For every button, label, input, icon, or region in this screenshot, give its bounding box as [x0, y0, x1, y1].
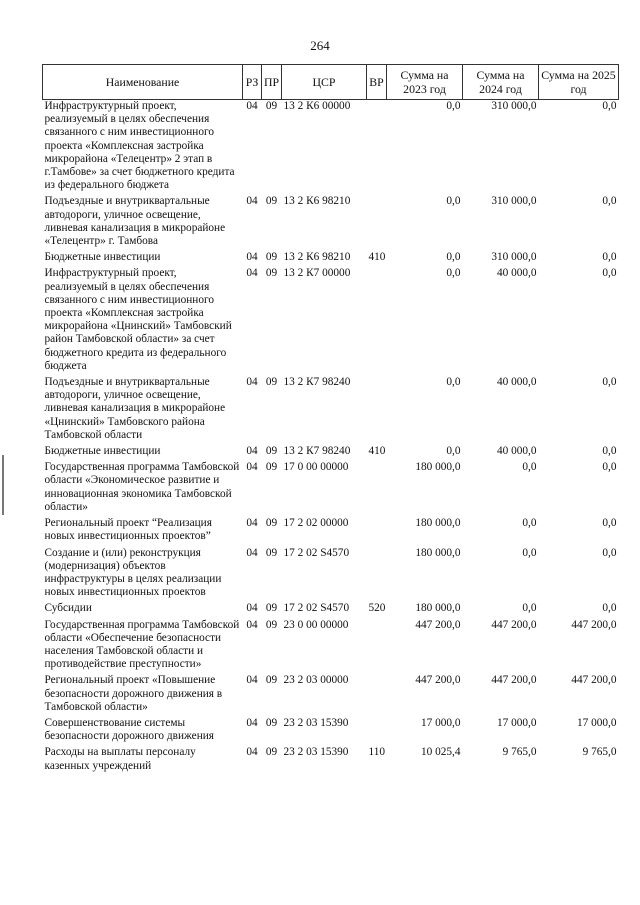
- row-vr: [367, 267, 387, 376]
- row-rz: 04: [246, 716, 258, 729]
- row-pr: 09: [265, 618, 278, 631]
- row-name: Государственная программа Тамбовской области «Обеспечение безопасности населения Тамбовской области и противодействие преступности»: [44, 618, 240, 671]
- table-row: [43, 461, 619, 517]
- row-sum-2025: 0,0: [602, 546, 617, 559]
- row-csr: 13 2 К7 00000: [283, 267, 351, 280]
- row-sum-2024: 9 765,0: [502, 746, 537, 759]
- table-row: [43, 517, 619, 546]
- row-sum-2024: 447 200,0: [491, 674, 537, 687]
- row-csr: 13 2 К6 98210: [283, 251, 351, 264]
- row-pr: 09: [265, 602, 278, 615]
- row-pr: 09: [265, 746, 278, 759]
- row-sum-2023: 10 025,4: [420, 746, 461, 759]
- row-name: Государственная программа Тамбовской области «Экономическое развитие и инновационная экономика Тамбовской области»: [44, 461, 240, 513]
- row-rz: 04: [246, 100, 258, 112]
- row-csr: 23 2 03 15390: [283, 746, 349, 759]
- row-sum-2025: 0,0: [602, 267, 617, 280]
- row-sum-2024: 310 000,0: [491, 251, 537, 264]
- row-rz: 04: [246, 195, 258, 208]
- row-csr: 23 2 03 15390: [283, 716, 349, 729]
- row-pr: 09: [265, 445, 278, 458]
- row-pr: 09: [265, 100, 278, 112]
- table-row: [43, 547, 619, 603]
- row-vr: 410: [368, 251, 386, 264]
- header-pr: ПР: [262, 65, 282, 100]
- row-vr: 110: [368, 746, 386, 759]
- row-sum-2025: 0,0: [602, 602, 617, 615]
- row-sum-2023: 180 000,0: [415, 517, 461, 530]
- row-rz: 04: [246, 517, 258, 530]
- row-sum-2025: 447 200,0: [571, 674, 617, 687]
- row-csr: 13 2 К6 00000: [283, 100, 351, 112]
- row-sum-2024: 447 200,0: [491, 618, 537, 631]
- row-sum-2025: 0,0: [602, 461, 617, 474]
- row-sum-2023: 180 000,0: [415, 602, 461, 615]
- row-sum-2024: 0,0: [522, 602, 537, 615]
- header-sum-2025: Сумма на 2025 год: [539, 65, 619, 100]
- row-pr: 09: [265, 674, 278, 687]
- row-csr: 17 2 02 00000: [283, 517, 349, 530]
- row-sum-2023: 0,0: [446, 267, 461, 280]
- table-row: [43, 100, 619, 196]
- table-row: [43, 602, 619, 618]
- row-sum-2024: 310 000,0: [491, 100, 537, 112]
- row-sum-2025: 0,0: [602, 195, 617, 208]
- row-rz: 04: [246, 602, 258, 615]
- page-number: 264: [310, 38, 330, 53]
- row-pr: 09: [265, 461, 278, 474]
- row-csr: 13 2 К7 98240: [283, 445, 351, 458]
- row-csr: 17 0 00 00000: [283, 461, 349, 474]
- row-pr: 09: [265, 267, 278, 280]
- row-vr: [367, 717, 387, 746]
- row-sum-2025: 0,0: [602, 251, 617, 264]
- table-row: [43, 251, 619, 267]
- row-rz: 04: [246, 461, 258, 474]
- row-vr: [367, 100, 387, 196]
- row-pr: 09: [265, 517, 278, 530]
- row-sum-2024: 40 000,0: [496, 376, 537, 389]
- header-name: Наименование: [43, 65, 243, 100]
- row-vr: 410: [368, 445, 386, 458]
- row-sum-2023: 0,0: [446, 195, 461, 208]
- row-csr: 23 2 03 00000: [283, 674, 349, 687]
- row-name: Бюджетные инвестиции: [44, 445, 161, 458]
- table-header-row: [43, 65, 619, 100]
- row-vr: [367, 195, 387, 251]
- table-row: [43, 376, 619, 445]
- header-rz: РЗ: [243, 65, 262, 100]
- row-sum-2024: 40 000,0: [496, 445, 537, 458]
- row-csr: 23 0 00 00000: [283, 618, 349, 631]
- row-rz: 04: [246, 445, 258, 458]
- row-sum-2025: 9 765,0: [582, 746, 617, 759]
- table-row: [43, 195, 619, 251]
- table-row: [43, 267, 619, 376]
- row-pr: 09: [265, 376, 278, 389]
- row-csr: 17 2 02 S4570: [283, 602, 350, 615]
- header-csr: ЦСР: [282, 65, 367, 100]
- table-row: [43, 619, 619, 675]
- row-name: Субсидии: [44, 602, 92, 615]
- row-sum-2023: 0,0: [446, 376, 461, 389]
- row-sum-2023: 0,0: [446, 445, 461, 458]
- row-sum-2023: 0,0: [446, 100, 461, 112]
- table-row: [43, 445, 619, 461]
- row-name: Подъездные и внутриквартальные автодороги, уличное освещение, ливневая канализация в микрорайоне «Цнинский» Тамбовского района Тамбовской области: [44, 376, 226, 441]
- row-sum-2025: 0,0: [602, 445, 617, 458]
- scan-edge-mark: [2, 455, 4, 515]
- row-vr: [367, 376, 387, 445]
- table-row: [43, 674, 619, 717]
- row-name: Региональный проект “Реализация новых инвестиционных проектов”: [44, 517, 212, 543]
- table-row: [43, 746, 619, 775]
- row-vr: [367, 674, 387, 717]
- row-sum-2025: 0,0: [602, 517, 617, 530]
- row-sum-2024: 0,0: [522, 517, 537, 530]
- row-sum-2023: 447 200,0: [415, 618, 461, 631]
- row-name: Совершенствование системы безопасности дорожного движения: [44, 716, 214, 743]
- row-rz: 04: [246, 546, 258, 559]
- row-sum-2025: 447 200,0: [571, 618, 617, 631]
- row-rz: 04: [246, 746, 258, 759]
- row-sum-2023: 17 000,0: [420, 716, 461, 729]
- row-csr: 13 2 К7 98240: [283, 376, 351, 389]
- row-sum-2023: 0,0: [446, 251, 461, 264]
- row-vr: [367, 619, 387, 675]
- row-pr: 09: [265, 546, 278, 559]
- header-sum-2024: Сумма на 2024 год: [463, 65, 539, 100]
- row-sum-2025: 0,0: [602, 376, 617, 389]
- row-rz: 04: [246, 267, 258, 280]
- row-rz: 04: [246, 251, 258, 264]
- row-sum-2024: 40 000,0: [496, 267, 537, 280]
- row-csr: 17 2 02 S4570: [283, 546, 350, 559]
- row-vr: [367, 517, 387, 546]
- row-rz: 04: [246, 376, 258, 389]
- row-sum-2025: 17 000,0: [576, 716, 617, 729]
- row-pr: 09: [265, 251, 278, 264]
- header-sum-2023: Сумма на 2023 год: [387, 65, 463, 100]
- row-sum-2025: 0,0: [602, 100, 617, 112]
- row-name: Подъездные и внутриквартальные автодороги, уличное освещение, ливневая канализация в микрорайоне «Телецентр» г. Тамбова: [44, 195, 226, 248]
- row-vr: [367, 461, 387, 517]
- row-sum-2024: 0,0: [522, 546, 537, 559]
- header-vr: ВР: [367, 65, 387, 100]
- row-sum-2023: 180 000,0: [415, 546, 461, 559]
- row-name: Создание и (или) реконструкция (модернизация) объектов инфраструктуры в целях реализации новых инвестиционных проектов: [44, 546, 222, 599]
- row-name: Региональный проект «Повышение безопасности дорожного движения в Тамбовской области»: [44, 674, 223, 713]
- row-sum-2024: 310 000,0: [491, 195, 537, 208]
- row-name: Бюджетные инвестиции: [44, 251, 161, 264]
- row-sum-2024: 17 000,0: [496, 716, 537, 729]
- row-rz: 04: [246, 618, 258, 631]
- row-sum-2024: 0,0: [522, 461, 537, 474]
- row-name: Инфраструктурный проект, реализуемый в целях обеспечения связанного с ним инвестиционного проекта «Комплексная застройка микрорайона «Цнинский» Тамбовский район Тамбовской области» за счет бюджетного кредита из федерального бюджета: [44, 267, 232, 372]
- row-csr: 13 2 К6 98210: [283, 195, 351, 208]
- row-vr: [367, 547, 387, 603]
- row-name: Расходы на выплаты персоналу казенных учреждений: [44, 746, 196, 772]
- row-pr: 09: [265, 195, 278, 208]
- row-rz: 04: [246, 674, 258, 687]
- row-pr: 09: [265, 716, 278, 729]
- row-sum-2023: 180 000,0: [415, 461, 461, 474]
- row-sum-2023: 447 200,0: [415, 674, 461, 687]
- row-name: Инфраструктурный проект, реализуемый в целях обеспечения связанного с ним инвестиционного проекта «Комплексная застройка микрорайона «Телецентр» 2 этап в г.Тамбове» за счет бюджетного кредита из федерального бюджета: [44, 100, 235, 192]
- budget-table: [42, 64, 619, 776]
- table-row: [43, 717, 619, 746]
- row-vr: 520: [368, 602, 386, 615]
